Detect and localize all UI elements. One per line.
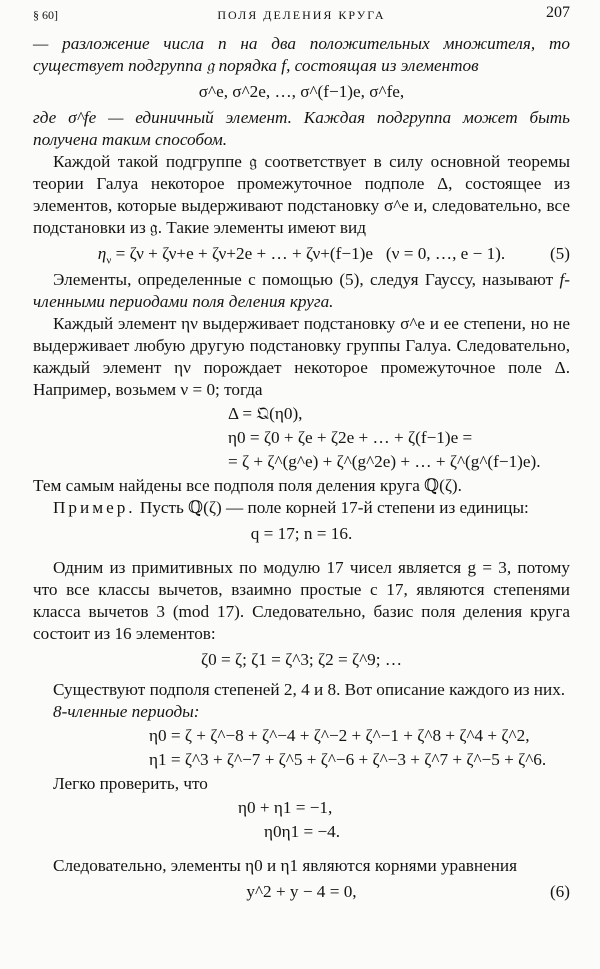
paragraph-3: Каждой такой подгруппе 𝔤 соответствует в силу основной теоремы теории Галуа некоторое промежуточное подполе Δ, состоящее из элементов, которые выдерживают подстановку σ^e и, следовательно, все подстановки из 𝔤. Такие элементы имеют вид <box>33 152 570 237</box>
equation-6 <box>33 881 570 903</box>
equation-periods-line-2: η1 = ζ^3 + ζ^−7 + ζ^5 + ζ^−6 + ζ^−3 + ζ^7 + ζ^−5 + ζ^6. <box>149 750 547 769</box>
paragraph-10: 8-членные периоды: <box>53 702 200 721</box>
equation-sigma-text: σ^e, σ^2e, …, σ^(f−1)e, σ^fe, <box>198 82 405 101</box>
paragraph-4: Элементы, определенные с помощью (5), следуя Гауссу, называют f-членными периодами поля деления круга. <box>33 270 570 311</box>
running-title: ПОЛЯ ДЕЛЕНИЯ КРУГА <box>217 8 386 22</box>
equation-periods-line-1: η0 = ζ + ζ^−8 + ζ^−4 + ζ^−2 + ζ^−1 + ζ^8 + ζ^4 + ζ^2, <box>149 726 530 745</box>
equation-basis: ζ0 = ζ; ζ1 = ζ^3; ζ2 = ζ^9; … <box>200 650 403 669</box>
equation-5-rhs: = ζν + ζν+e + ζν+2e + … + ζν+(f−1)e <box>115 244 374 263</box>
equation-check-line-1: η0 + η1 = −1, <box>238 798 333 817</box>
paragraph-2: где σ^fe — единичный элемент. Каждая подгруппа может быть получена таким способом. <box>33 108 570 149</box>
equation-periods <box>33 725 570 771</box>
paragraph-11: Легко проверить, что <box>53 774 208 793</box>
equation-5-condition: (ν = 0, …, e − 1). <box>385 244 506 263</box>
gauss-periods-term: f-членными периодами поля деления круга. <box>33 270 570 311</box>
equation-delta-block <box>33 403 570 473</box>
page-number: 207 <box>546 4 570 21</box>
paragraph-5: Каждый элемент ην выдерживает подстановку σ^e и ее степени, но не выдерживает любую другую подстановку группы Галуа. Следовательно, каждый элемент ην порождает некоторое промежуточное поле Δ. Например, возьмем ν = 0; тогда <box>33 314 570 399</box>
paragraph-1: — разложение числа n на два положительных множителя, то существует подгруппа 𝔤 порядка f, состоящая из элементов <box>33 34 570 75</box>
example-label: Пример. <box>53 498 136 517</box>
equation-5 <box>33 243 570 265</box>
equation-5-lhs: $\eta_\nu$ <box>97 244 112 267</box>
equation-check <box>33 797 570 843</box>
paragraph-9: Существуют подполя степеней 2, 4 и 8. Вот описание каждого из них. <box>53 680 566 699</box>
equation-check-line-2: η0η1 = −4. <box>264 822 341 841</box>
equation-q-n: q = 17; n = 16. <box>250 524 353 543</box>
paragraph-6: Тем самым найдены все подполя поля деления круга ℚ(ζ). <box>33 476 462 495</box>
section-ref: § 60] <box>33 8 58 22</box>
equation-6-number: (6) <box>549 882 570 901</box>
equation-5-number: (5) <box>549 244 570 263</box>
paragraph-7: Пример. Пусть ℚ(ζ) — поле корней 17-й степени из единицы: <box>53 498 529 517</box>
equation-delta-line-2: η0 = ζ0 + ζe + ζ2e + … + ζ(f−1)e = <box>228 428 473 447</box>
equation-6-text: y^2 + y − 4 = 0, <box>246 882 357 901</box>
equation-delta-line-1: Δ = 𝔔(η0), <box>228 404 303 423</box>
equation-sigma-elements <box>33 81 570 103</box>
page-body <box>33 33 570 907</box>
page-header <box>33 4 570 26</box>
paragraph-8: Одним из примитивных по модулю 17 чисел является g = 3, потому что все классы вычетов, взаимно простые с 17, являются степенями класса вычетов 3 (mod 17). Следовательно, базис поля деления круга состоит из 16 элементов: <box>33 558 570 643</box>
equation-delta-line-3: = ζ + ζ^(g^e) + ζ^(g^2e) + … + ζ^(g^(f−1)e). <box>228 452 541 471</box>
paragraph-12: Следовательно, элементы η0 и η1 являются корнями уравнения <box>53 856 518 875</box>
